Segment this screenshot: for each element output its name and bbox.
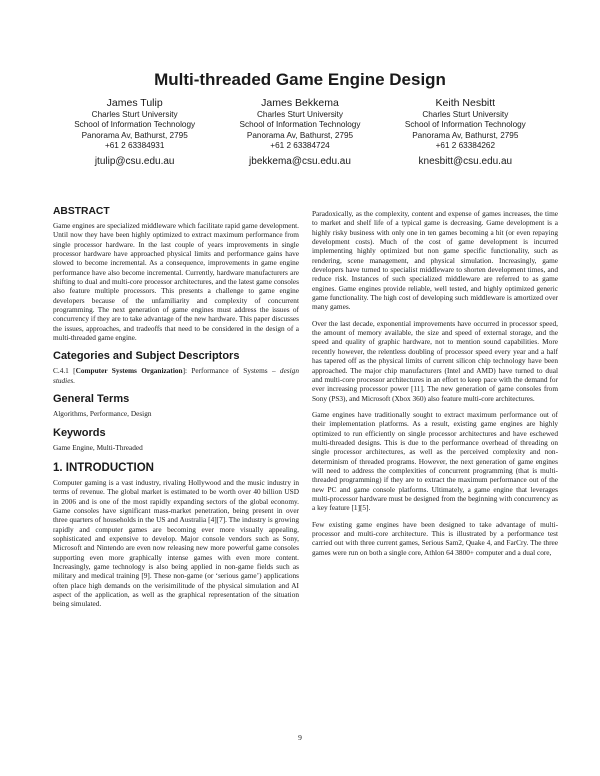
categories-heading: Categories and Subject Descriptors (53, 350, 240, 363)
author-name: Keith Nesbitt (435, 97, 496, 109)
author-1 (52, 96, 217, 167)
author-email[interactable]: jtulip@csu.edu.au (94, 155, 175, 167)
page-number: 9 (298, 733, 302, 742)
author-phone: +61 2 63384724 (270, 141, 330, 151)
intro-paragraph-3: Over the last decade, exponential improvements have occurred in processor speed, the amount of memory available, the size and speed of external storage, and the speed and quality of graphic hardware, not to mention sound capabilities. More recently however, the relentless doubling of processor speed every year and a half has tapered off as the physical limits of current silicon chip technology have been approached. The major chip manufacturers (Intel and AMD) have turned to dual and multi-core processor architectures in an effort to keep pace with the demand for ever increasing processor power [11]. The new generation of game consoles from Sony (PS3), and Microsoft (Xbox 360) also feature multi-core architectures. (312, 318, 558, 403)
paper-title: Multi-threaded Game Engine Design (154, 70, 446, 89)
abstract-text: Game engines are specialized middleware which facilitate rapid game development. Until now they have been highly optimized to extract maximum performance from single processor hardware. In the last couple of years improvements in single processor hardware have approached physical limits and performance gains have slowed to become incremental. As a consequence, improvements in game engine performance have also become incremental. Currently, hardware manufacturers are shifting to dual and multi-core processor architectures, and the latest game consoles also feature multiple processors. This presents a challenge to game engine developers because of the unfamiliarity and complexity of concurrent programming. The next generation of game engines must address the issues of concurrency if they are to take advantage of the new hardware. This paper discusses the issues, approaches, and tradeoffs that need to be considered in the design of a multi-threaded game engine. (53, 221, 299, 343)
author-department: School of Information Technology (239, 120, 361, 130)
left-column (53, 206, 299, 616)
author-affiliation: Charles Sturt University (256, 110, 343, 119)
author-name: James Tulip (106, 97, 163, 109)
keywords-heading: Keywords (53, 426, 106, 439)
author-department: School of Information Technology (404, 120, 526, 130)
intro-paragraph-2: Paradoxically, as the complexity, content and expense of games increases, the time to market and shelf life of a typical game is decreasing. Game development is a highly risky business with only one in ten games becoming a hit (or even repaying development costs). Much of the cost of game development is incurred implementing highly optimized but non game specific functionality, such as rendering, scene management, and physical simulation. Increasingly, game developers have turned to specialist middleware to shorten development times, and reduce risk. Instances of such specialized middleware are referred to as game engines. Game engines provide reliable, well tested, and highly optimized generic game functionality. The high cost of developing such middleware is amortized over many games. (312, 209, 558, 312)
intro-paragraph-1: Computer gaming is a vast industry, rivaling Hollywood and the music industry in terms of revenue. The global market is estimated to be worth over 40 billion USD in 2006 and is one of the most rapidly expanding sectors of the global economy. Game consoles have significant mass-market penetration, being present in over three quarters of households in the US and Australia [4][7]. The industry is growing rapidly and computer games are becoming ever more visually appealing, sophisticated and expensive to develop. Major console vendors such as Sony, Microsoft and Nintendo are even now releasing new more powerful game consoles supporting even more graphically intense games with even more content. Increasingly, game technology is also being applied in non-game fields such as military and medical training [9]. These non-game (or ‘serious game’) applications often place high demands on the verisimilitude of the physical simulation and AI aspect of the application, as well as the graphical representation of the situation being simulated. (53, 477, 299, 609)
general-terms-heading: General Terms (53, 393, 130, 406)
author-phone: +61 2 63384931 (104, 141, 165, 151)
author-block (52, 96, 548, 167)
author-email[interactable]: jbekkema@csu.edu.au (249, 155, 351, 167)
right-column (312, 209, 558, 564)
author-email[interactable]: knesbitt@csu.edu.au (418, 155, 513, 167)
author-phone: +61 2 63384262 (435, 141, 496, 151)
keywords-text: Game Engine, Multi-Threaded (53, 442, 143, 452)
intro-paragraph-4: Game engines have traditionally sought to extract maximum performance out of their implementation platforms. As a result, existing game engines are highly optimized to run efficiently on single processor architectures and have eschewed multi-threaded designs. This is due to the performance overhead of threading on single processor architectures, as well as the perceived complexity and non-determinism of threaded programs. However, the next generation of game engines will need to address the complexities of concurrent programming (that is multi-threaded programming) if they are to extract the maximum performance out of the new PC and game console platforms. Ultimately, a game engine that leverages multi-processor hardware must be designed from the beginning with concurrency as a key feature [1][5]. (312, 409, 558, 513)
author-address: Panorama Av, Bathurst, 2795 (81, 130, 188, 140)
categories-text: C.4.1 [Computer Systems Organization]: Performance of Systems – design studies. (53, 366, 299, 385)
abstract-heading: ABSTRACT (53, 206, 110, 217)
general-terms-text: Algorithms, Performance, Design (53, 409, 152, 419)
author-address: Panorama Av, Bathurst, 2795 (246, 130, 354, 140)
author-department: School of Information Technology (74, 120, 196, 130)
author-address: Panorama Av, Bathurst, 2795 (412, 130, 519, 140)
introduction-heading: 1. INTRODUCTION (53, 461, 154, 474)
author-affiliation: Charles Sturt University (422, 110, 509, 119)
author-3 (383, 96, 548, 167)
intro-paragraph-5: Few existing game engines have been designed to take advantage of multi-processor and multi-core architecture. This is illustrated by a performance test carried out with three current games, Serious Sam2, Quake 4, and FarCry. The three games were run on both a single core, Athlon 64 3800+ computer and a dual core, (312, 519, 558, 557)
author-affiliation: Charles Sturt University (91, 110, 178, 119)
author-name: James Bekkema (261, 97, 339, 109)
author-2 (217, 96, 382, 167)
